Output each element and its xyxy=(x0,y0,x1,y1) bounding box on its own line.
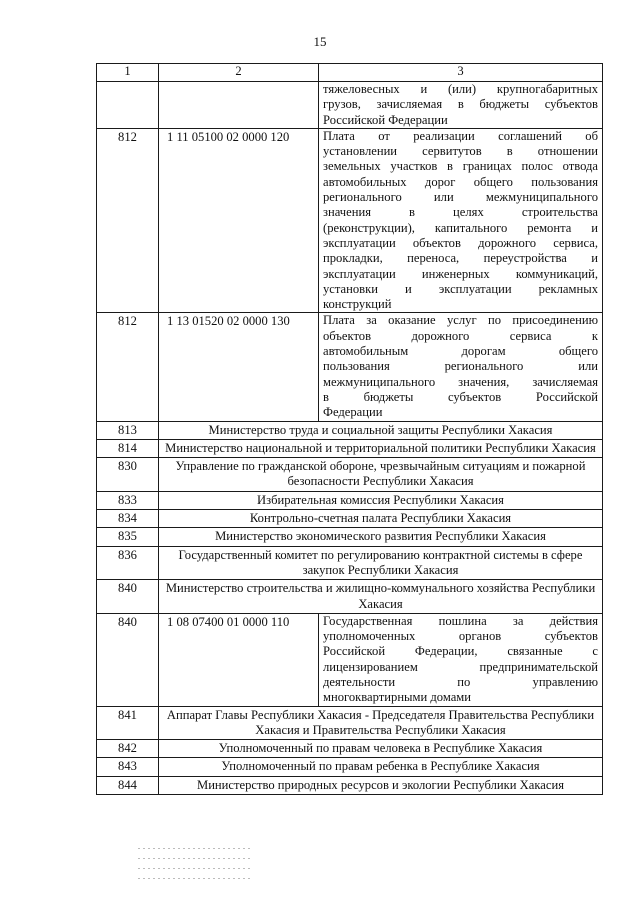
ministry-row xyxy=(97,546,603,580)
administrator-name-cell: Уполномоченный по правам ребенка в Республике Хакасия xyxy=(159,758,603,776)
faint-stamp-marks xyxy=(138,848,250,888)
admin-code-cell: 840 xyxy=(97,580,159,614)
ministry-row xyxy=(97,491,603,509)
description-line: (реконструкции), капитального ремонта и xyxy=(323,220,598,235)
administrator-name-cell: Министерство строительства и жилищно-коммунального хозяйства Республики Хакасия xyxy=(159,580,603,614)
description-line: регионального или межмуниципального xyxy=(323,190,598,205)
admin-code-cell: 833 xyxy=(97,491,159,509)
description-line: автомобильным дорогам общего xyxy=(323,344,598,359)
ministry-row xyxy=(97,580,603,614)
description-line: Плата за оказание услуг по присоединению xyxy=(323,313,598,328)
description-line: Российской Федерации xyxy=(323,112,448,127)
revenue-description-cell xyxy=(319,82,603,129)
administrator-name-cell: Министерство экономического развития Республики Хакасия xyxy=(159,528,603,546)
revenue-row xyxy=(97,313,603,421)
admin-code-cell: 836 xyxy=(97,546,159,580)
budget-classification-code-cell: 1 11 05100 02 0000 120 xyxy=(159,128,319,313)
description-line: Федерации xyxy=(323,405,383,420)
ministry-row xyxy=(97,528,603,546)
description-line: конструкций xyxy=(323,297,392,312)
administrator-name-cell: Министерство национальной и территориальной политики Республики Хакасия xyxy=(159,439,603,457)
ministry-row xyxy=(97,706,603,740)
budget-classification-code-cell xyxy=(159,82,319,129)
revenue-row xyxy=(97,128,603,313)
administrator-name-cell: Контрольно-счетная палата Республики Хакасия xyxy=(159,510,603,528)
description-line: значения в целях строительства xyxy=(323,205,598,220)
description-line: прокладки, переноса, переустройства и xyxy=(323,251,598,266)
ministry-row xyxy=(97,758,603,776)
admin-code-cell: 840 xyxy=(97,613,159,706)
administrator-name-cell: Министерство природных ресурсов и экологии Республики Хакасия xyxy=(159,776,603,794)
admin-code-cell: 841 xyxy=(97,706,159,740)
description-line: объектов дорожного сервиса к xyxy=(323,328,598,343)
admin-code-cell: 813 xyxy=(97,421,159,439)
admin-code-cell: 812 xyxy=(97,128,159,313)
admin-code-cell: 830 xyxy=(97,458,159,492)
admin-code-cell: 814 xyxy=(97,439,159,457)
description-line: автомобильных дорог общего пользования xyxy=(323,174,598,189)
description-line: многоквартирными домами xyxy=(323,690,472,705)
ministry-row xyxy=(97,421,603,439)
description-line: эксплуатации инженерных коммуникаций, xyxy=(323,266,598,281)
ministry-row xyxy=(97,439,603,457)
description-line: лицензированием предпринимательской xyxy=(323,659,598,674)
description-line: земельных участков в границах полос отвода xyxy=(323,159,598,174)
column-header-1: 1 xyxy=(97,64,159,82)
description-line: пользования регионального или xyxy=(323,359,598,374)
administrator-name-cell: Управление по гражданской обороне, чрезвычайным ситуациям и пожарной безопасности Республики Хакасия xyxy=(159,458,603,492)
description-line: установки и эксплуатации рекламных xyxy=(323,281,598,296)
description-line: тяжеловесных и (или) крупногабаритных xyxy=(323,82,598,96)
administrator-name-cell: Аппарат Главы Республики Хакасия - Председателя Правительства Республики Хакасия и Правительства Республики Хакасия xyxy=(159,706,603,740)
description-line: эксплуатации объектов дорожного сервиса, xyxy=(323,235,598,250)
page-number: 15 xyxy=(313,34,327,49)
administrator-name-cell: Уполномоченный по правам человека в Республике Хакасия xyxy=(159,740,603,758)
revenue-codes-table xyxy=(96,63,603,795)
description-line: уполномоченных органов субъектов xyxy=(323,629,598,644)
revenue-description-cell xyxy=(319,128,603,313)
column-header-3: 3 xyxy=(319,64,603,82)
description-line: Российской Федерации, связанные с xyxy=(323,644,598,659)
budget-classification-code-cell: 1 13 01520 02 0000 130 xyxy=(159,313,319,421)
admin-code-cell: 812 xyxy=(97,313,159,421)
revenue-row xyxy=(97,613,603,706)
admin-code-cell: 835 xyxy=(97,528,159,546)
description-line: грузов, зачисляемая в бюджеты субъектов xyxy=(323,97,598,112)
revenue-row xyxy=(97,82,603,129)
description-line: установлении сервитутов в отношении xyxy=(323,144,598,159)
description-line: деятельности по управлению xyxy=(323,674,598,689)
administrator-name-cell: Государственный комитет по регулированию контрактной системы в сфере закупок Республики Хакасия xyxy=(159,546,603,580)
admin-code-cell: 844 xyxy=(97,776,159,794)
admin-code-cell: 843 xyxy=(97,758,159,776)
admin-code-cell xyxy=(97,82,159,129)
administrator-name-cell: Избирательная комиссия Республики Хакасия xyxy=(159,491,603,509)
revenue-description-cell xyxy=(319,313,603,421)
description-line: Государственная пошлина за действия xyxy=(323,613,598,628)
ministry-row xyxy=(97,776,603,794)
ministry-row xyxy=(97,510,603,528)
description-line: в бюджеты субъектов Российской xyxy=(323,389,598,404)
ministry-row xyxy=(97,740,603,758)
description-line: Плата от реализации соглашений об xyxy=(323,128,598,143)
revenue-description-cell xyxy=(319,613,603,706)
ministry-row xyxy=(97,458,603,492)
administrator-name-cell: Министерство труда и социальной защиты Республики Хакасия xyxy=(159,421,603,439)
admin-code-cell: 842 xyxy=(97,740,159,758)
budget-classification-code-cell: 1 08 07400 01 0000 110 xyxy=(159,613,319,706)
table-header-row xyxy=(97,64,603,82)
description-line: межмуниципального значения, зачисляемая xyxy=(323,374,598,389)
column-header-2: 2 xyxy=(159,64,319,82)
admin-code-cell: 834 xyxy=(97,510,159,528)
